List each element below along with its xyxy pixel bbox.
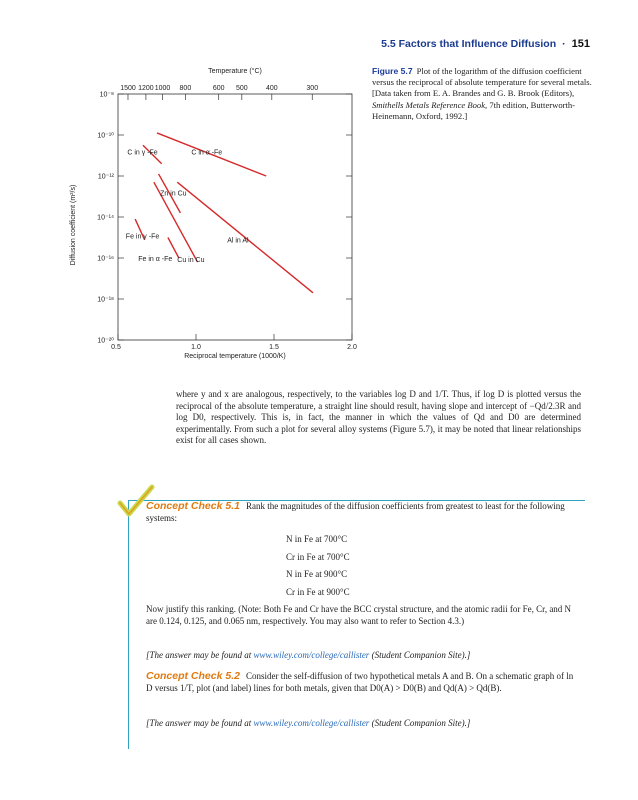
y-tick-label: 10⁻¹⁶ [97, 255, 114, 263]
concept-check-1-list [286, 534, 350, 604]
y-tick-label: 10⁻¹⁸ [97, 296, 114, 304]
x-tick-label: 1.5 [269, 344, 279, 351]
list-item: Cr in Fe at 700°C [286, 551, 350, 562]
y-axis-label: Diffusion coefficient (m²/s) [70, 184, 77, 266]
x-tick-label: 1.0 [191, 344, 201, 351]
top-tick-label: 500 [235, 85, 248, 92]
x-axis-label: Reciprocal temperature (1000/K) [184, 353, 286, 360]
body-paragraph: where y and x are analogous, respectively, to the variables log D and 1/T. Thus, if log D is plotted versus the reciprocal of the absolute temperature, a straight line should result, having slope and intercept of −Qd/2.3R and log D0, respectively. This is, in fact, the manner in which the values of Qd and D0 are determined experimentally. From such a plot for several alloy systems (Figure 5.7), it may be noted that linear relationships exist for all cases shown. [176, 389, 581, 446]
list-item: N in Fe at 700°C [286, 534, 348, 544]
series-label: Fe in γ -Fe [125, 233, 160, 241]
figure-caption [372, 66, 592, 122]
series-label: Fe in α -Fe [138, 256, 173, 264]
y-tick-label: 10⁻¹⁴ [97, 214, 114, 222]
list-item: N in Fe at 900°C [286, 569, 348, 579]
x-tick-label: 0.5 [111, 344, 121, 351]
top-tick-label: 300 [306, 85, 319, 92]
series-label: Al in Al [227, 237, 249, 245]
top-tick-label: 600 [212, 85, 225, 92]
concept-check-2 [146, 671, 580, 694]
top-tick-label: 1500 [120, 85, 136, 92]
y-tick-label: 10⁻⁸ [99, 91, 114, 99]
section-title: 5.5 Factors that Influence Diffusion [381, 38, 557, 50]
answer-prefix: [The answer may be found at [146, 718, 254, 728]
running-header [381, 38, 590, 50]
caption-text: Plot of the logarithm of the diffusion coefficient versus the reciprocal of absolute temperature for several metals. [372, 66, 592, 88]
concept-check-1-prompt: Rank the magnitudes of the diffusion coefficients from greatest to least for the following systems: [146, 501, 565, 523]
concept-check-1-followup: Now justify this ranking. (Note: Both Fe and Cr have the BCC crystal structure, and the atomic radii for Fe, Cr, and N are 0.124, 0.125, and 0.065 nm, respectively. You may also want to refer to Section 4.3.) [146, 604, 572, 626]
y-tick-label: 10⁻¹² [97, 173, 114, 181]
plot-frame [118, 94, 352, 340]
caption-source-prefix: [Data taken from E. A. Brandes and G. B. Brook (Editors), [372, 88, 575, 99]
series-label: Cu in Cu [177, 257, 205, 265]
answer-suffix: (Student Companion Site).] [369, 718, 471, 728]
concept-check-2-title: Concept Check 5.2 [146, 670, 240, 682]
concept-check-2-prompt: Consider the self-diffusion of two hypothetical metals A and B. On a schematic graph of ln D versus 1/T, plot (and label) lines for both metals, given that D0(A) > D0(B) and Qd(A) > Qd(B). [146, 671, 574, 693]
page-number: 151 [571, 38, 590, 50]
answer-link[interactable]: www.wiley.com/college/callister [253, 718, 370, 728]
top-tick-label: 400 [265, 85, 278, 92]
top-tick-label: 1000 [154, 85, 171, 92]
series-label: Zn in Cu [160, 190, 187, 198]
diffusion-chart [50, 58, 370, 368]
caption-source-title: Smithells Metals Reference Book [372, 99, 486, 110]
header-separator: · [562, 38, 566, 50]
series-label: C in α -Fe [191, 149, 223, 157]
top-axis-label: Temperature (°C) [208, 68, 262, 75]
figure-number: Figure 5.7 [372, 66, 413, 76]
top-tick-label: 1200 [138, 85, 154, 92]
list-item: Cr in Fe at 900°C [286, 586, 350, 597]
series-line [168, 238, 179, 259]
top-tick-label: 800 [179, 85, 192, 92]
answer-suffix: (Student Companion Site).] [369, 650, 471, 660]
concept-check-1-title: Concept Check 5.1 [146, 500, 240, 512]
concept-check-1-answer [146, 650, 580, 662]
caption-source [372, 88, 592, 122]
y-tick-label: 10⁻²⁰ [97, 337, 114, 345]
series-label: C in γ -Fe [127, 149, 158, 157]
concept-check-1 [146, 501, 580, 524]
concept-check-2-answer [146, 718, 580, 730]
answer-prefix: [The answer may be found at [146, 650, 254, 660]
caption-source-suffix: , 7th edition, Butterworth-Heinemann, Oxford, 1992.] [372, 99, 576, 121]
answer-link[interactable]: www.wiley.com/college/callister [253, 650, 370, 660]
y-tick-label: 10⁻¹⁰ [97, 132, 114, 140]
x-tick-label: 2.0 [347, 344, 357, 351]
chart-svg [50, 58, 370, 368]
